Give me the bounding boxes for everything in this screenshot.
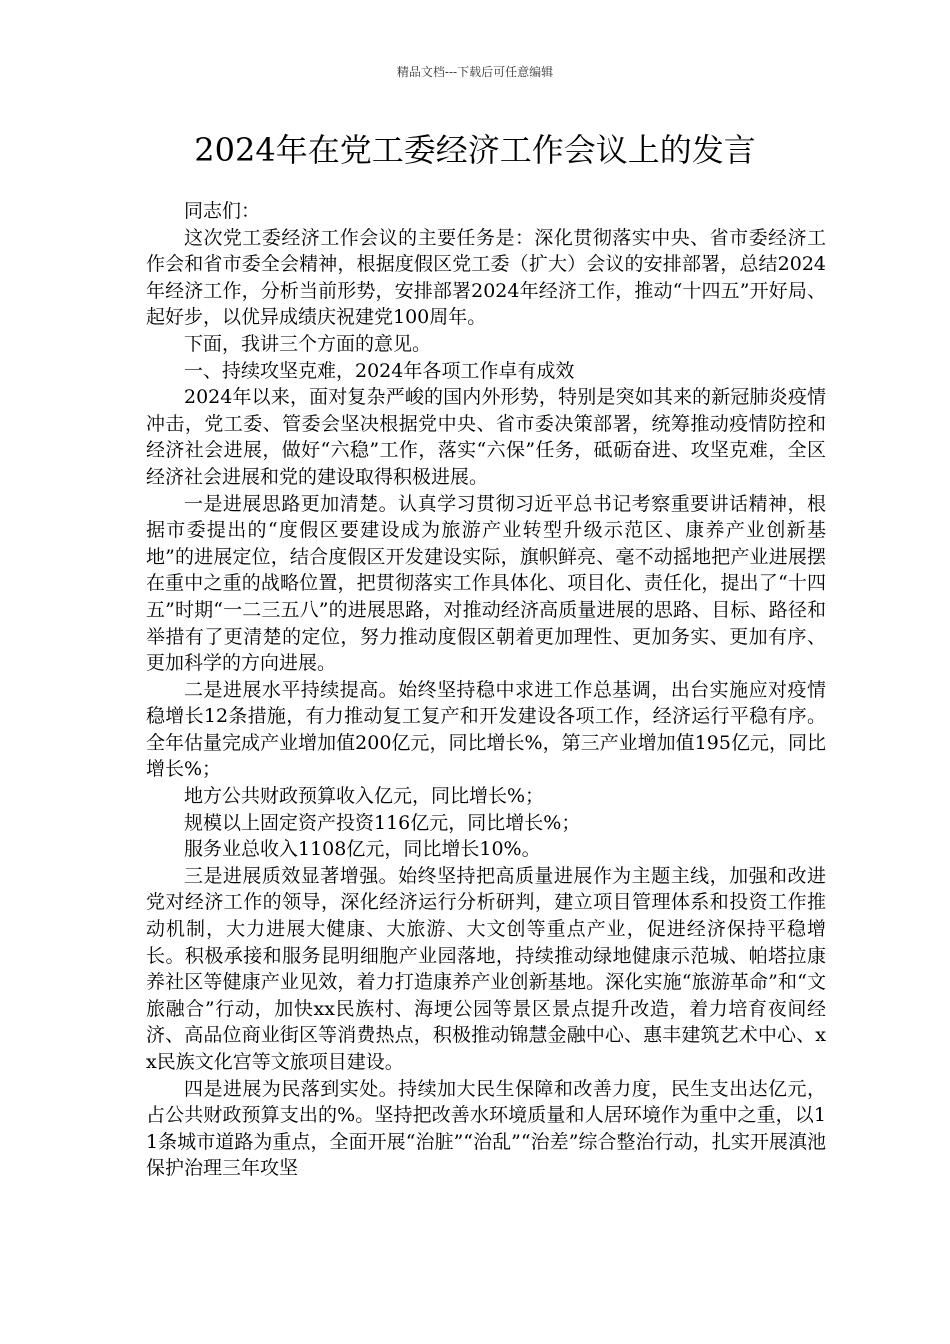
paragraph-fiscal-revenue: 地方公共财政预算收入亿元，同比增长%； xyxy=(184,785,545,808)
page-header-note: 精品文档---下载后可任意编辑 xyxy=(396,65,554,79)
paragraph-point-2: 二是进展水平持续提高。始终坚持稳中求进工作总基调，出台实施应对疫情稳增长12条措施，有力推动复工复产和开发建设各项工作，经济运行平稳有序。全年估量完成产业增加值200亿元，同比增长%，第三产业增加值195亿元，同比增长%； xyxy=(146,678,826,781)
paragraph-point-4: 四是进展为民落到实处。持续加大民生保障和改善力度，民生支出达亿元，占公共财政预算支出的%。坚持把改善水环境质量和人居环境作为重中之重，以11条城市道路为重点，全面开展“治脏”“治乱”“治差”综合整治行动，扎实开展滇池保护治理三年攻坚 xyxy=(146,1077,826,1180)
document-title: 2024年在党工委经济工作会议上的发言 xyxy=(194,131,756,169)
section-heading-1: 一、持续攻坚克难，2024年各项工作卓有成效 xyxy=(184,359,575,382)
paragraph-service-revenue: 服务业总收入1108亿元，同比增长10%。 xyxy=(184,838,541,861)
paragraph-overview: 2024年以来，面对复杂严峻的国内外形势，特别是突如其来的新冠肺炎疫情冲击，党工委、管委会坚决根据党中央、省市委决策部署，统筹推动疫情防控和经济社会进展，做好“六稳”工作，落实“六保”任务，砥砺奋进、攻坚克难，全区经济社会进展和党的建设取得积极进展。 xyxy=(146,386,826,488)
paragraph-salutation: 同志们： xyxy=(184,200,261,222)
paragraph-point-3: 三是进展质效显著增强。始终坚持把高质量进展作为主题主线，加强和改进党对经济工作的领导，深化经济运行分析研判，建立项目管理体系和投资工作推动机制，大力进展大健康、大旅游、大文创等重点产业，促进经济保持平稳增长。积极承接和服务昆明细胞产业园落地，持续推动绿地健康示范城、帕塔拉康养社区等健康产业见效，着力打造康养产业创新基地。深化实施“旅游革命”和“文旅融合”行动，加快xx民族村、海埂公园等景区景点提升改造，着力培育夜间经济、高品位商业街区等消费热点，积极推动锦慧金融中心、惠丰建筑艺术中心、xx民族文化宫等文旅项目建设。 xyxy=(146,864,826,1073)
paragraph-fixed-investment: 规模以上固定资产投资116亿元，同比增长%； xyxy=(184,811,581,834)
paragraph-intro: 这次党工委经济工作会议的主要任务是：深化贯彻落实中央、省市委经济工作会和省市委全会精神，根据度假区党工委（扩大）会议的安排部署，总结2024年经济工作，分析当前形势，安排部署2024年经济工作，推动“十四五”开好局、起好步，以优异成绩庆祝建党100周年。 xyxy=(146,226,826,329)
paragraph-outline: 下面，我讲三个方面的意见。 xyxy=(184,332,432,355)
paragraph-point-1: 一是进展思路更加清楚。认真学习贯彻习近平总书记考察重要讲话精神，根据市委提出的“度假区要建设成为旅游产业转型升级示范区、康养产业创新基地”的进展定位，结合度假区开发建设实际，旗帜鲜亮、毫不动摇地把产业进展摆在重中之重的战略位置，把贯彻落实工作具体化、项目化、责任化，提出了“十四五”时期“一二三五八”的进展思路，对推动经济高质量进展的思路、目标、路径和举措有了更清楚的定位，努力推动度假区朝着更加理性、更加务实、更加有序、更加科学的方向进展。 xyxy=(146,492,826,675)
document-body xyxy=(146,198,826,1182)
